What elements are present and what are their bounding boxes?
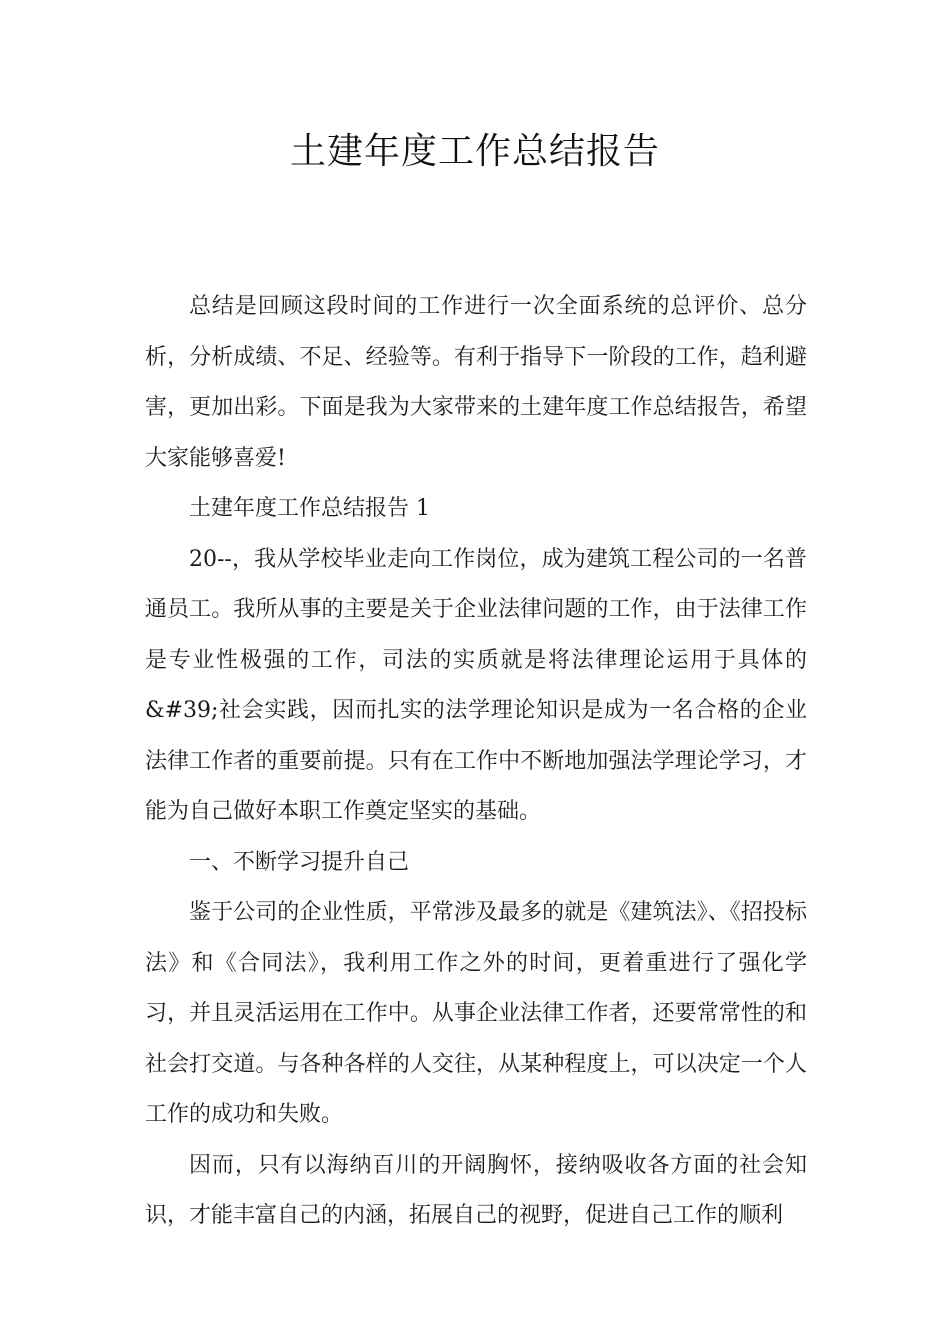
paragraph-intro: 总结是回顾这段时间的工作进行一次全面系统的总评价、总分析，分析成绩、不足、经验等。有利于指导下一阶段的工作，趋利避害，更加出彩。下面是我为大家带来的土建年度工作总结报告，希望大家能够喜爱! bbox=[145, 294, 807, 471]
paragraph-background: 20--，我从学校毕业走向工作岗位，成为建筑工程公司的一名普通员工。我所从事的主要是关于企业法律问题的工作，由于法律工作是专业性极强的工作，司法的实质就是将法律理论运用于具体的&#39;社会实践，因而扎实的法学理论知识是成为一名合格的企业法律工作者的重要前提。只有在工作中不断地加强法学理论学习，才能为自己做好本职工作奠定坚实的基础。 bbox=[145, 546, 807, 824]
document-title: 土建年度工作总结报告 bbox=[289, 131, 660, 172]
paragraph-open-mind: 因而，只有以海纳百川的开阔胸怀，接纳吸收各方面的社会知识，才能丰富自己的内涵，拓展自己的视野，促进自己工作的顺利 bbox=[145, 1152, 807, 1228]
paragraph-learning: 鉴于公司的企业性质，平常涉及最多的就是《建筑法》、《招投标法》和《合同法》，我利用工作之外的时间，更着重进行了强化学习，并且灵活运用在工作中。从事企业法律工作者，还要常常性的和社会打交道。与各种各样的人交往，从某种程度上，可以决定一个人工作的成功和失败。 bbox=[145, 900, 807, 1127]
section-heading-learning: 一、不断学习提升自己 bbox=[189, 849, 410, 875]
section-heading-report-1: 土建年度工作总结报告 1 bbox=[189, 496, 430, 521]
document-body bbox=[145, 282, 807, 1242]
